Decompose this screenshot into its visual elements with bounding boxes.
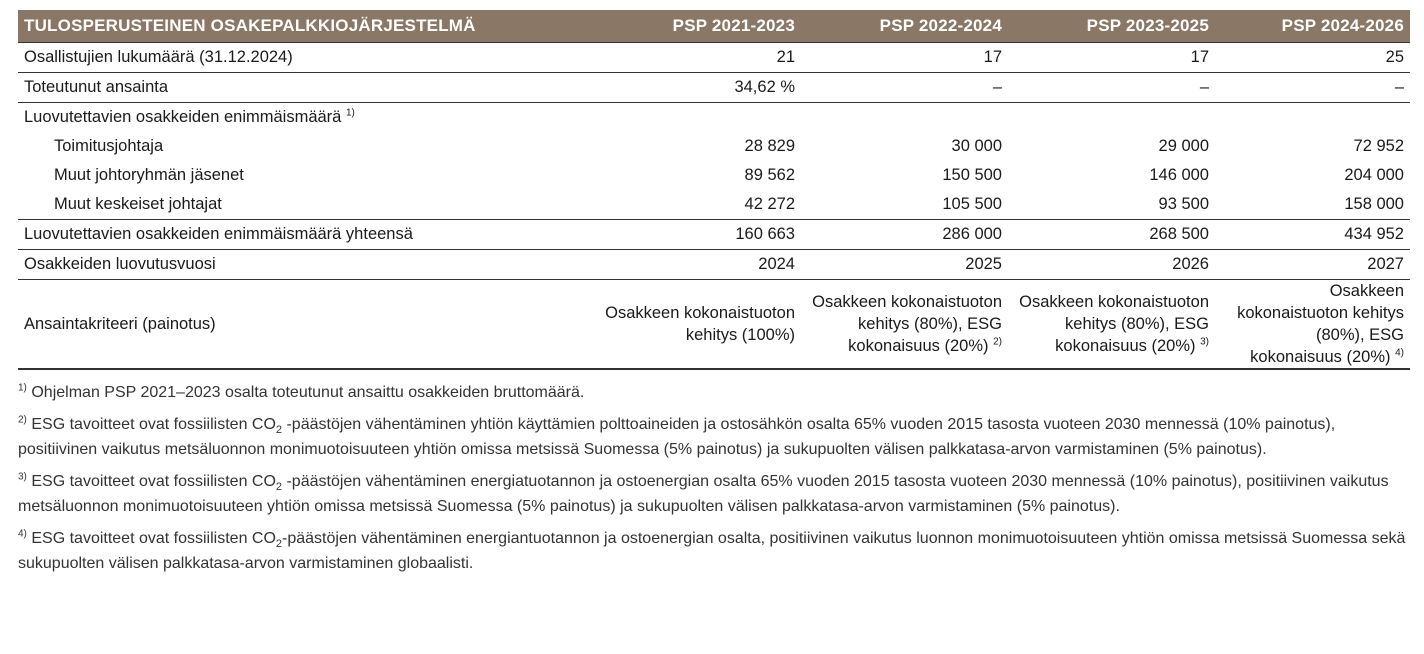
row-label: Luovutettavien osakkeiden enimmäismäärä yhteensä — [18, 220, 588, 250]
row-label-wrap — [18, 103, 1410, 133]
row-participants — [18, 43, 1410, 73]
footnote-1 — [18, 380, 1410, 405]
row-label: Muut johtoryhmän jäsenet — [54, 166, 244, 184]
footnote-text-pre: ESG tavoitteet ovat fossiilisten CO — [31, 416, 276, 433]
criteria-cell — [801, 280, 1008, 370]
footnote-mark: 2) — [18, 414, 27, 426]
criteria-text: Osakkeen kokonaistuoton kehitys (80%), ESG kokonaisuus (20%) — [1019, 293, 1209, 355]
cell: 268 500 — [1008, 220, 1215, 250]
footnote-2 — [18, 412, 1410, 462]
cell: 21 — [588, 43, 801, 73]
cell: 42 272 — [744, 195, 795, 213]
cell: 204 000 — [1344, 166, 1404, 184]
cell: 72 952 — [1353, 137, 1404, 155]
document — [18, 10, 1410, 583]
cell: 17 — [1008, 43, 1215, 73]
footnote-subscript: 2 — [275, 424, 283, 437]
cell: 2026 — [1008, 250, 1215, 280]
header-psp-2022-2024: PSP 2022-2024 — [801, 10, 1008, 43]
row-key-executives — [18, 190, 1410, 220]
footnote-text: Ohjelman PSP 2021–2023 osalta toteutunut ansaittu osakkeiden bruttomäärä. — [31, 384, 585, 401]
footnote-text: -päästöjen vähentäminen energiatuotannon ja ostoenergian osalta 65% vuoden 2015 tasosta vuoteen 2030 mennessä (10% painotus), positiivinen vaikutus metsäluonnon monimuotoisuuteen yhtiön omissa metsissä Suomessa (5% painotus) ja sukupuolten välisen palkkatasa-arvon varmistaminen (5% painotus). — [18, 473, 1389, 515]
cell: – — [1215, 73, 1410, 103]
cell: 28 829 — [744, 137, 795, 155]
row-label: Ansaintakriteeri (painotus) — [18, 280, 588, 370]
header-psp-2024-2026: PSP 2024-2026 — [1215, 10, 1410, 43]
cell: 160 663 — [588, 220, 801, 250]
footnote-4 — [18, 526, 1410, 576]
row-label: Toteutunut ansainta — [18, 73, 588, 103]
cell: 150 500 — [942, 166, 1002, 184]
footnote-mark: 2) — [993, 336, 1002, 348]
footnote-text-pre: ESG tavoitteet ovat fossiilisten CO — [31, 530, 276, 547]
cell: 34,62 % — [588, 73, 801, 103]
row-delivery-year — [18, 250, 1410, 280]
cell: 286 000 — [801, 220, 1008, 250]
cell: 17 — [801, 43, 1008, 73]
criteria-text: Osakkeen kokonaistuoton kehitys (80%), ESG kokonaisuus (20%) — [812, 293, 1002, 355]
cell: 25 — [1215, 43, 1410, 73]
row-label: Luovutettavien osakkeiden enimmäismäärä — [24, 108, 342, 126]
cell: 29 000 — [1158, 137, 1209, 155]
cell: 158 000 — [1344, 195, 1404, 213]
cell: – — [1008, 73, 1215, 103]
footnote-text-pre: ESG tavoitteet ovat fossiilisten CO — [31, 473, 276, 490]
header-psp-2021-2023: PSP 2021-2023 — [588, 10, 801, 43]
footnote-mark: 3) — [1200, 336, 1209, 348]
row-label: Osakkeiden luovutusvuosi — [18, 250, 588, 280]
row-total — [18, 220, 1410, 250]
footnote-subscript: 2 — [275, 538, 283, 551]
footnote-text: -päästöjen vähentäminen yhtiön käyttämien polttoaineiden ja ostosähkön osalta 65% vuoden 2015 tasosta vuoteen 2030 mennessä (10% painotus), positiivinen vaikutus metsäluonnon monimuotoisuuteen yhtiön omissa metsissä Suomessa (5% painotus) ja sukupuolten välisen palkkatasa-arvon varmistaminen (5% painotus). — [18, 416, 1336, 458]
criteria-cell — [1215, 280, 1410, 370]
cell: 105 500 — [942, 195, 1002, 213]
row-realized — [18, 73, 1410, 103]
footnote-mark: 1) — [345, 107, 355, 119]
row-max-shares-heading — [18, 103, 1410, 133]
cell: – — [801, 73, 1008, 103]
footnotes — [18, 380, 1410, 576]
criteria-text: Osakkeen kokonaistuoton kehitys (80%), ESG kokonaisuus (20%) — [1237, 282, 1404, 366]
footnote-subscript: 2 — [275, 481, 283, 494]
cell: 2027 — [1215, 250, 1410, 280]
cell: 434 952 — [1215, 220, 1410, 250]
footnote-3 — [18, 469, 1410, 519]
criteria-text: Osakkeen kokonaistuoton kehitys (100%) — [605, 304, 795, 344]
header-title: TULOSPERUSTEINEN OSAKEPALKKIOJÄRJESTELMÄ — [18, 10, 588, 43]
cell: 89 562 — [744, 166, 795, 184]
footnote-mark: 4) — [18, 528, 27, 540]
cell: 2024 — [588, 250, 801, 280]
footnote-mark: 4) — [1395, 347, 1404, 359]
table-header-row — [18, 10, 1410, 43]
criteria-cell — [588, 280, 801, 370]
cell: 2025 — [801, 250, 1008, 280]
row-criteria — [18, 280, 1410, 370]
cell: 30 000 — [951, 137, 1002, 155]
footnote-mark: 3) — [18, 471, 27, 483]
row-label: Muut keskeiset johtajat — [54, 195, 222, 213]
row-ceo — [18, 132, 1410, 161]
row-label: Osallistujien lukumäärä (31.12.2024) — [18, 43, 588, 73]
criteria-cell — [1008, 280, 1215, 370]
header-psp-2023-2025: PSP 2023-2025 — [1008, 10, 1215, 43]
row-label: Toimitusjohtaja — [54, 137, 164, 155]
cell: 146 000 — [1149, 166, 1209, 184]
row-management — [18, 161, 1410, 190]
footnote-mark: 1) — [18, 382, 27, 394]
cell: 93 500 — [1158, 195, 1209, 213]
footnote-text: -päästöjen vähentäminen energiantuotannon ja ostoenergian osalta, positiivinen vaikutus luonnon monimuotoisuuteen yhtiön omissa metsissä Suomessa sekä sukupuolten välisen palkkatasa-arvon varmistaminen globaalisti. — [18, 530, 1406, 572]
psp-table — [18, 10, 1410, 370]
